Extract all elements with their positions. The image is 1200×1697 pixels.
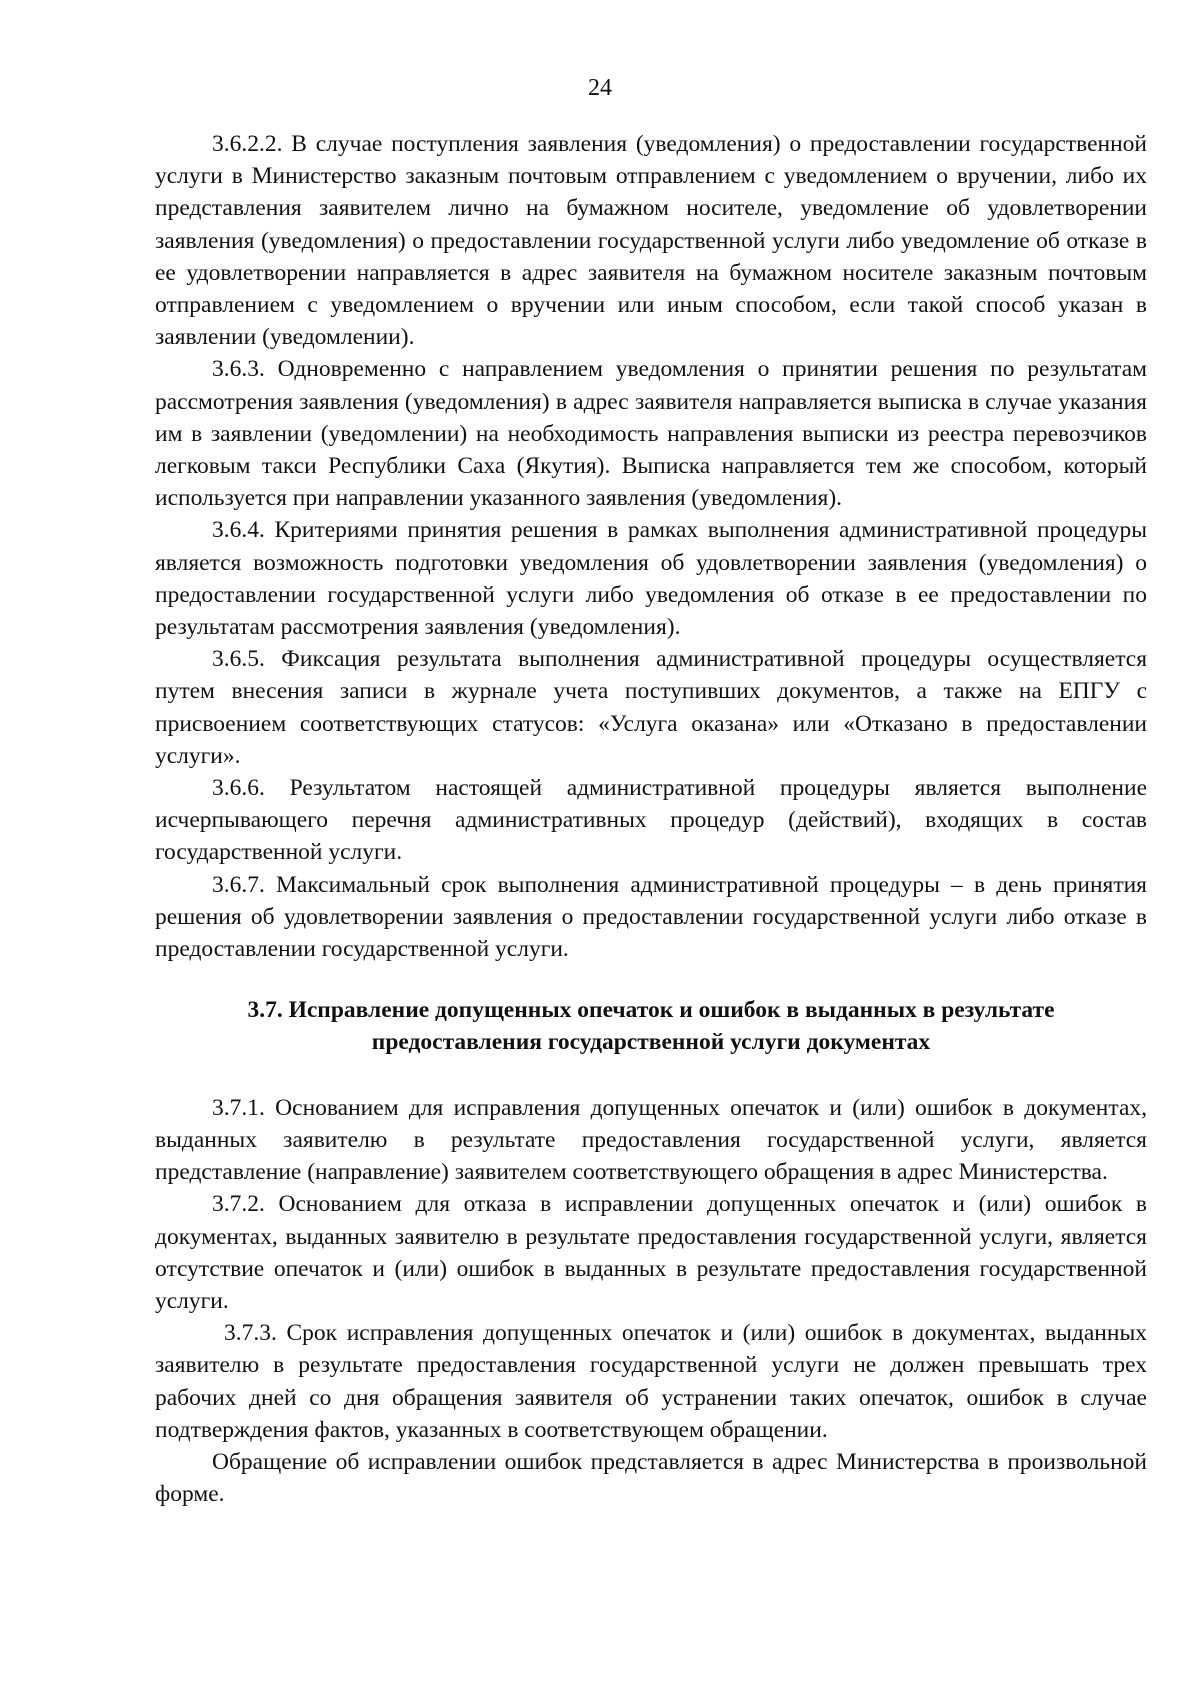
paragraph-3-7-2: 3.7.2. Основанием для отказа в исправлении допущенных опечаток и (или) ошибок в документах, выданных заявителю в результате предоставления государственной услуги, является отсутствие опечаток и (или) ошибок в выданных в результате предоставления государственной услуги. — [155, 1191, 1147, 1314]
paragraph-3-6-4: 3.6.4. Критериями принятия решения в рамках выполнения административной процедуры является возможность подготовки уведомления об удовлетворении заявления (уведомления) о предоставлении государственной услуги либо уведомления об отказе в ее предоставлении по результатам рассмотрения заявления (уведомления). — [155, 517, 1147, 641]
spacer — [155, 965, 1147, 994]
paragraph-3-6-2-2: 3.6.2.2. В случае поступления заявления (уведомления) о предоставлении государственной услуги в Министерство заказным почтовым отправлением с уведомлением о вручении, либо их представления заявителем лично на бумажном носителе, уведомление об удовлетворении заявления (уведомления) о предоставлении государственной услуги либо уведомление об отказе в ее удовлетворении направляется в адрес заявителя на бумажном носителе заказным почтовым отправлением с уведомлением о вручении или иным способом, если такой способ указан в заявлении (уведомлении). — [155, 131, 1147, 351]
paragraph-3-6-5: 3.6.5. Фиксация результата выполнения административной процедуры осуществляется путем внесения записи в журнале учета поступивших документов, а также на ЕПГУ с присвоением соответствующих статусов: «Услуга оказана» или «Отказано в предоставлении услуги». — [155, 646, 1147, 769]
spacer — [155, 1059, 1147, 1092]
paragraph-3-6-3: 3.6.3. Одновременно с направлением уведомления о принятии решения по результатам рассмотрения заявления (уведомления) в адрес заявителя направляется выписка в случае указания им в заявлении (уведомлении) на необходимость направления выписки из реестра перевозчиков легковым такси Республики Саха (Якутия). Выписка направляется тем же способом, который используется при направлении указанного заявления (уведомления). — [155, 356, 1147, 512]
paragraph-3-7-1: 3.7.1. Основанием для исправления допущенных опечаток и (или) ошибок в документах, выданных заявителю в результате предоставления государственной услуги, является представление (направление) заявителем соответствующего обращения в адрес Министерства. — [155, 1094, 1147, 1186]
paragraph-3-7-3: 3.7.3. Срок исправления допущенных опечаток и (или) ошибок в документах, выданных заявителю в результате предоставления государственной услуги не должен превышать трех рабочих дней со дня обращения заявителя об устранении таких опечаток, ошибок в случае подтверждения фактов, указанных в соответствующем обращении. — [155, 1320, 1147, 1443]
paragraph-3-6-6: 3.6.6. Результатом настоящей административной процедуры является выполнение исчерпывающего перечня административных процедур (действий), входящих в состав государственной услуги. — [155, 775, 1147, 866]
section-heading-3-7: 3.7. Исправление допущенных опечаток и ошибок в выданных в результате предоставления государственной услуги документах — [247, 997, 1055, 1056]
paragraph-3-6-7: 3.6.7. Максимальный срок выполнения административной процедуры – в день принятия решения об удовлетворении заявления о предоставлении государственной услуги либо отказе в предоставлении государственной услуги. — [155, 871, 1147, 963]
paragraph-appeal-form: Обращение об исправлении ошибок представляется в адрес Министерства в произвольной форме. — [155, 1448, 1147, 1508]
document-body — [155, 128, 1147, 1510]
page-number: 24 — [588, 75, 612, 101]
